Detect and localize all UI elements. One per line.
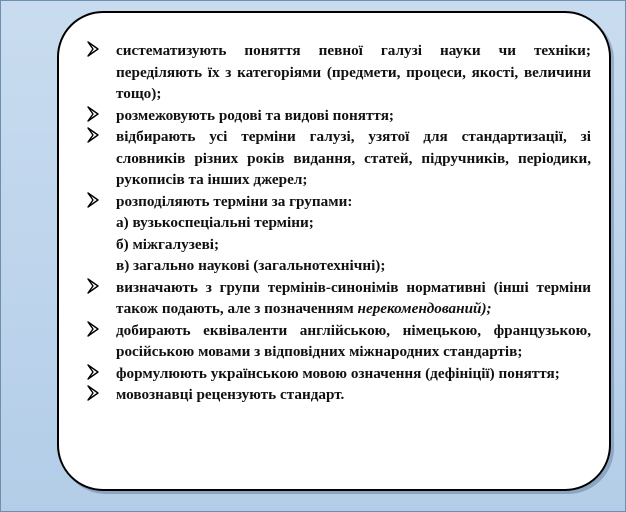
arrow-bullet-icon bbox=[87, 127, 99, 143]
standardization-steps-list bbox=[83, 40, 591, 406]
arrow-bullet-icon bbox=[87, 41, 99, 57]
item-italic-text: нерекомендований); bbox=[357, 300, 492, 317]
list-item bbox=[83, 105, 591, 127]
list-item bbox=[83, 384, 591, 406]
item-text: добирають еквіваленти англійською, німецькою, французькою, російською мовами з відповідних міжнародних стандартів; bbox=[116, 321, 591, 360]
item-text: систематизують поняття певної галузі науки чи техніки; переділяють їх з категоріями (предмети, процеси, якості, величини тощо); bbox=[116, 42, 591, 102]
list-item bbox=[83, 191, 591, 277]
content-card bbox=[57, 11, 611, 491]
item-text: мовознавці рецензують стандарт. bbox=[116, 386, 345, 403]
item-text: розподіляють терміни за групами: bbox=[116, 192, 353, 210]
list-item bbox=[83, 40, 591, 105]
sub-item: б) міжгалузеві; bbox=[116, 235, 220, 253]
item-text: розмежовують родові та видові поняття; bbox=[116, 106, 394, 124]
item-text: визначають з групи термінів-синонімів нормативні (інші терміни також подають, але з позначенням bbox=[116, 278, 591, 317]
item-text: формулюють українською мовою означення (дефініції) поняття; bbox=[116, 364, 560, 382]
sub-item: а) вузькоспеціальні терміни; bbox=[116, 214, 314, 231]
arrow-bullet-icon bbox=[87, 321, 99, 337]
arrow-bullet-icon bbox=[87, 385, 99, 401]
arrow-bullet-icon bbox=[87, 364, 99, 380]
item-text: відбирають усі терміни галузі, узятої для стандартизації, зі словників різних років видання, статей, підручників, періодики, рукописів та інших джерел; bbox=[116, 128, 591, 188]
arrow-bullet-icon bbox=[87, 278, 99, 294]
list-item bbox=[83, 363, 591, 385]
list-item bbox=[83, 320, 591, 363]
list-item bbox=[83, 277, 591, 320]
arrow-bullet-icon bbox=[87, 192, 99, 208]
arrow-bullet-icon bbox=[87, 106, 99, 122]
list-item bbox=[83, 126, 591, 191]
sub-item: в) загально наукові (загальнотехнічні); bbox=[116, 257, 386, 274]
